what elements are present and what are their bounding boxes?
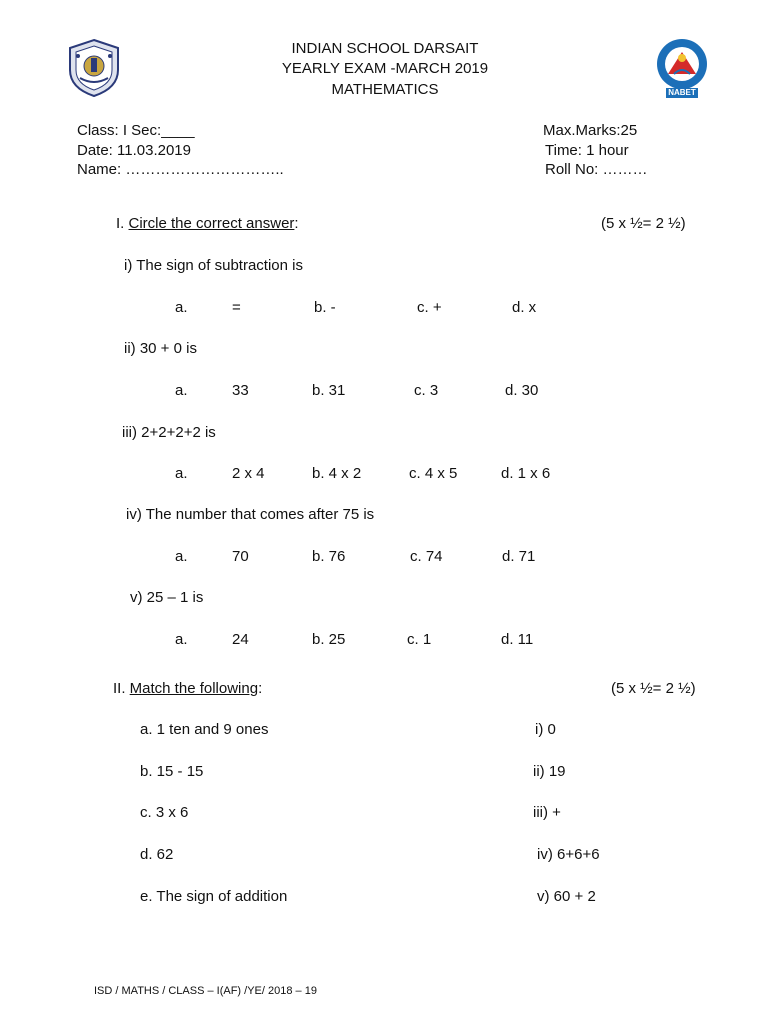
q3-option-d: d. 1 x 6 xyxy=(501,465,551,482)
match-left-c: c. 3 x 6 xyxy=(140,804,189,821)
subject-title: MATHEMATICS xyxy=(331,81,439,98)
question-3: iii) 2+2+2+2 is xyxy=(122,424,216,441)
match-left-d: d. 62 xyxy=(140,846,174,863)
q2-option-d: d. 30 xyxy=(505,382,539,399)
q3-option-a: 2 x 4 xyxy=(232,465,265,482)
school-name: INDIAN SCHOOL DARSAIT xyxy=(291,40,479,57)
max-marks: Max.Marks:25 xyxy=(543,122,638,139)
q5-option-a-label: a. xyxy=(175,631,188,648)
question-2: ii) 30 + 0 is xyxy=(124,340,197,357)
q4-option-a-label: a. xyxy=(175,548,188,565)
q1-option-d: d. x xyxy=(512,299,537,316)
q2-option-a-label: a. xyxy=(175,382,188,399)
q4-option-a: 70 xyxy=(232,548,249,565)
q3-option-b: b. 4 x 2 xyxy=(312,465,362,482)
page-footer: ISD / MATHS / CLASS – I(AF) /YE/ 2018 – 19 xyxy=(94,985,317,997)
q2-option-c: c. 3 xyxy=(414,382,439,399)
q1-option-b: b. - xyxy=(314,299,336,316)
section-1-number: I. xyxy=(116,215,129,232)
section-1-marks: (5 x ½= 2 ½) xyxy=(601,215,686,232)
q3-option-a-label: a. xyxy=(175,465,188,482)
match-left-a: a. 1 ten and 9 ones xyxy=(140,721,269,738)
q4-option-c: c. 74 xyxy=(410,548,443,565)
q3-option-c: c. 4 x 5 xyxy=(409,465,458,482)
q4-option-d: d. 71 xyxy=(502,548,536,565)
match-right-v: v) 60 + 2 xyxy=(537,888,596,905)
class-field: Class: I Sec:____ xyxy=(77,122,195,139)
section-2-colon: : xyxy=(258,680,263,697)
question-4: iv) The number that comes after 75 is xyxy=(126,506,375,523)
roll-number: Roll No: ……… xyxy=(545,161,648,178)
match-left-b: b. 15 - 15 xyxy=(140,763,204,780)
q1-option-c: c. + xyxy=(417,299,442,316)
q1-option-a: = xyxy=(232,299,241,316)
exam-title: YEARLY EXAM -MARCH 2019 xyxy=(281,60,489,77)
section-1-title: Circle the correct answer xyxy=(128,215,295,232)
section-1-colon: : xyxy=(294,215,299,232)
section-2-marks: (5 x ½= 2 ½) xyxy=(611,680,696,697)
section-2-title: Match the following xyxy=(129,680,259,697)
question-1: i) The sign of subtraction is xyxy=(124,257,303,274)
match-left-e: e. The sign of addition xyxy=(140,888,288,905)
q5-option-d: d. 11 xyxy=(501,631,534,648)
section-2-number: II. xyxy=(113,680,130,697)
match-right-i: i) 0 xyxy=(535,721,556,738)
match-right-iii: iii) + xyxy=(533,804,561,821)
match-right-ii: ii) 19 xyxy=(533,763,566,780)
question-5: v) 25 – 1 is xyxy=(130,589,204,606)
q5-option-a: 24 xyxy=(232,631,249,648)
q2-option-b: b. 31 xyxy=(312,382,346,399)
section-2-heading xyxy=(113,680,262,698)
name-field: Name: ………………………….. xyxy=(77,161,284,178)
nabet-logo-text: NABET xyxy=(668,88,696,97)
q5-option-b: b. 25 xyxy=(312,631,346,648)
q4-option-b: b. 76 xyxy=(312,548,346,565)
section-1-heading xyxy=(116,215,299,233)
match-right-iv: iv) 6+6+6 xyxy=(537,846,600,863)
q5-option-c: c. 1 xyxy=(407,631,432,648)
time-field: Time: 1 hour xyxy=(545,142,629,159)
q1-option-a-label: a. xyxy=(175,299,188,316)
date-field: Date: 11.03.2019 xyxy=(77,142,191,159)
q2-option-a: 33 xyxy=(232,382,249,399)
